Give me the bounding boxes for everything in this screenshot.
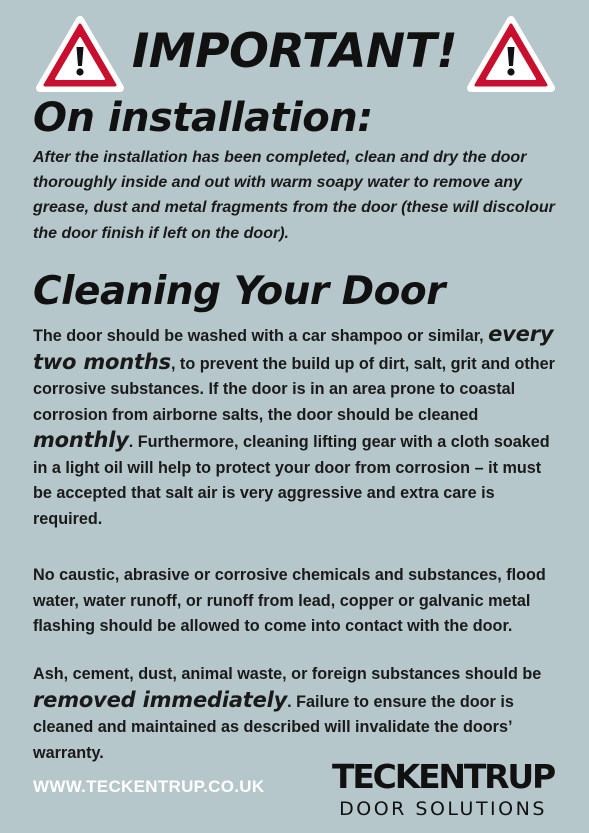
warning-icon — [465, 14, 557, 94]
page-title: IMPORTANT! — [131, 24, 458, 79]
emphasis-monthly: monthly — [33, 428, 129, 452]
paragraph-text: Ash, cement, dust, animal waste, or foreign substances should be — [33, 665, 542, 683]
cleaning-heading: Cleaning Your Door — [33, 269, 445, 314]
paragraph-text: The door should be washed with a car shampoo or similar, — [33, 327, 489, 345]
teckentrup-logo — [326, 757, 560, 821]
cleaning-paragraph-3 — [33, 662, 558, 766]
paragraph-text: , to prevent the build up of dirt, salt, grit and other corrosive substances. If the door is in an area prone to coastal corrosion from airborne salts, the door should be cleaned — [33, 354, 555, 424]
paragraph-text: . Furthermore, cleaning lifting gear with a cloth soaked in a light oil will help to protect your door from corrosion – it must be accepted that salt air is very aggressive and extra care is required. — [33, 433, 550, 528]
paragraph-text: . Failure to ensure the door is cleaned and maintained as described will invalidate the doors’ warranty. — [33, 692, 514, 762]
header — [0, 14, 589, 94]
emphasis-removed-immediately: removed immediately — [33, 687, 288, 712]
website-url: WWW.TECKENTRUP.CO.UK — [33, 777, 265, 796]
installation-text: After the installation has been completed, clean and dry the door thoroughly inside and out with warm soapy water to remove any grease, dust and metal fragments from the door (these will discolour the door finish if left on the door). — [33, 149, 555, 242]
logo-wordmark: TECKENTRUP — [332, 757, 554, 796]
emphasis-every-two-months: every two months — [33, 322, 554, 374]
cleaning-paragraph-2: No caustic, abrasive or corrosive chemicals and substances, flood water, water runoff, or runoff from lead, copper or galvanic metal flashing should be allowed to come into contact with the door. — [33, 566, 546, 635]
logo-tagline: DOOR SOLUTIONS — [339, 798, 547, 820]
installation-heading: On installation: — [33, 95, 373, 141]
cleaning-paragraph-1 — [33, 322, 558, 532]
